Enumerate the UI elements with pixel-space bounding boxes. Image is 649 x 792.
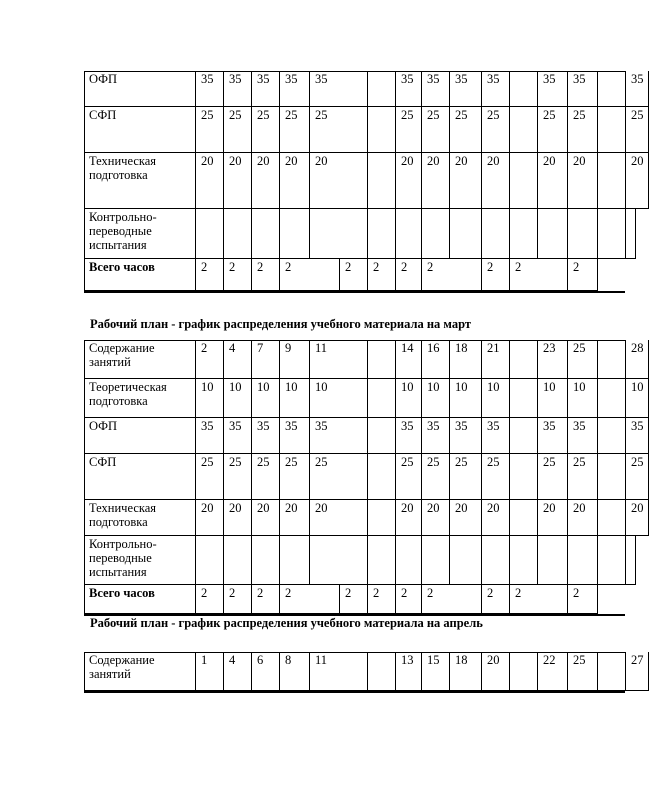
table-cell: 25 (422, 454, 450, 500)
table-cell: 27 (626, 652, 649, 691)
table-cell: 14 (396, 340, 422, 379)
table-cell: 35 (224, 418, 252, 454)
total-hours-cell: 2 (196, 585, 224, 614)
table-cell: 11 (310, 652, 368, 691)
table-cell: 25 (538, 454, 568, 500)
table-cell: 25 (196, 454, 224, 500)
table-cell: 35 (482, 418, 510, 454)
row-label: Теоретическая подготовка (84, 379, 196, 418)
table-cell: 10 (224, 379, 252, 418)
row-label: СФП (84, 107, 196, 153)
table-cell: 10 (450, 379, 482, 418)
table-cell: 20 (280, 153, 310, 209)
table-cell: 25 (252, 107, 280, 153)
table-cell: 20 (626, 500, 649, 536)
total-hours-cell: 2 (510, 259, 568, 291)
total-hours-cell: 2 (422, 259, 482, 291)
total-hours-cell: 2 (396, 259, 422, 291)
row-label: ОФП (84, 71, 196, 107)
table-cell: 20 (482, 652, 510, 691)
table-cell: 25 (396, 107, 422, 153)
total-hours-cell: 2 (252, 259, 280, 291)
table-cell (626, 209, 636, 259)
table-cell: 25 (310, 107, 368, 153)
table-cell: 20 (422, 153, 450, 209)
table-cell: 35 (252, 71, 280, 107)
total-hours-cell: 2 (224, 585, 252, 614)
total-hours-cell: 2 (568, 585, 598, 614)
table-cell: 10 (396, 379, 422, 418)
table-cell: 20 (224, 153, 252, 209)
table-cell: 20 (252, 153, 280, 209)
table-cell: 11 (310, 340, 368, 379)
table-cell: 25 (568, 340, 598, 379)
table-cell: 20 (568, 153, 598, 209)
table-cell: 20 (422, 500, 450, 536)
table-cell: 9 (280, 340, 310, 379)
table-cell: 35 (538, 418, 568, 454)
table-cell: 35 (196, 418, 224, 454)
total-hours-label: Всего часов (84, 259, 196, 291)
table-cell: 20 (450, 500, 482, 536)
table-cell: 8 (280, 652, 310, 691)
table-cell: 20 (196, 153, 224, 209)
total-hours-cell: 2 (224, 259, 252, 291)
table-cell: 25 (482, 454, 510, 500)
table-frame (84, 71, 625, 293)
table-cell: 20 (626, 153, 649, 209)
table-cell: 35 (450, 71, 482, 107)
section-title-march: Рабочий план - график распределения учебного материала на март (90, 317, 472, 331)
table-cell: 22 (538, 652, 568, 691)
table-cell: 20 (196, 500, 224, 536)
table-cell (626, 536, 636, 585)
total-hours-cell: 2 (368, 259, 396, 291)
total-hours-cell: 2 (280, 259, 340, 291)
table-cell: 16 (422, 340, 450, 379)
table-cell: 13 (396, 652, 422, 691)
table-cell: 10 (538, 379, 568, 418)
table-cell: 25 (538, 107, 568, 153)
table-cell: 10 (310, 379, 368, 418)
table-cell: 35 (482, 71, 510, 107)
total-hours-label: Всего часов (84, 585, 196, 614)
table-cell: 20 (280, 500, 310, 536)
table-cell: 35 (280, 71, 310, 107)
table-cell: 20 (224, 500, 252, 536)
table-cell: 23 (538, 340, 568, 379)
table-cell: 35 (396, 71, 422, 107)
table-cell: 35 (626, 418, 649, 454)
table-cell: 25 (280, 107, 310, 153)
total-hours-cell: 2 (280, 585, 340, 614)
table-cell: 4 (224, 652, 252, 691)
table-cell: 20 (310, 153, 368, 209)
table-cell: 25 (626, 454, 649, 500)
table-cell: 25 (568, 454, 598, 500)
table-cell: 15 (422, 652, 450, 691)
table-cell: 35 (224, 71, 252, 107)
table-cell: 25 (224, 454, 252, 500)
table-cell: 35 (450, 418, 482, 454)
table-cell: 2 (196, 340, 224, 379)
table-cell: 10 (626, 379, 649, 418)
table-cell: 25 (422, 107, 450, 153)
row-label: Содержание занятий (84, 652, 196, 691)
table-cell: 10 (280, 379, 310, 418)
table-cell: 20 (396, 500, 422, 536)
table-cell: 35 (396, 418, 422, 454)
table-cell: 25 (626, 107, 649, 153)
table-cell: 25 (252, 454, 280, 500)
row-label: СФП (84, 454, 196, 500)
total-hours-cell: 2 (196, 259, 224, 291)
table-cell: 20 (568, 500, 598, 536)
total-hours-cell: 2 (340, 259, 368, 291)
table-cell: 20 (482, 153, 510, 209)
table-cell: 35 (280, 418, 310, 454)
row-label: Содержание занятий (84, 340, 196, 379)
table-cell: 21 (482, 340, 510, 379)
row-label: Техническая подготовка (84, 153, 196, 209)
table-cell: 4 (224, 340, 252, 379)
row-label: Контрольно-переводные испытания (84, 209, 196, 259)
table-cell: 10 (196, 379, 224, 418)
table-cell: 35 (310, 418, 368, 454)
total-hours-cell: 2 (422, 585, 482, 614)
table-cell: 35 (422, 418, 450, 454)
total-hours-cell: 2 (368, 585, 396, 614)
table-cell: 20 (450, 153, 482, 209)
table-cell: 7 (252, 340, 280, 379)
table-cell: 1 (196, 652, 224, 691)
table-cell: 25 (196, 107, 224, 153)
section-title-april: Рабочий план - график распределения учебного материала на апрель (90, 616, 483, 630)
table-cell: 10 (422, 379, 450, 418)
table-cell: 28 (626, 340, 649, 379)
table-cell: 20 (482, 500, 510, 536)
table-frame (84, 652, 625, 693)
table-cell: 25 (482, 107, 510, 153)
total-hours-cell: 2 (510, 585, 568, 614)
table-cell: 35 (422, 71, 450, 107)
total-hours-cell: 2 (396, 585, 422, 614)
table-cell: 35 (568, 418, 598, 454)
total-hours-cell: 2 (252, 585, 280, 614)
table-cell: 35 (196, 71, 224, 107)
table-cell: 10 (568, 379, 598, 418)
table-cell: 25 (280, 454, 310, 500)
table-cell: 20 (538, 153, 568, 209)
table-cell: 25 (310, 454, 368, 500)
table-cell: 20 (310, 500, 368, 536)
table-cell: 35 (538, 71, 568, 107)
table-cell: 35 (626, 71, 649, 107)
table-cell: 20 (252, 500, 280, 536)
total-hours-cell: 2 (482, 259, 510, 291)
table-cell: 20 (538, 500, 568, 536)
table-cell: 25 (450, 107, 482, 153)
table-cell: 25 (568, 107, 598, 153)
row-label: Контрольно-переводные испытания (84, 536, 196, 585)
row-label: ОФП (84, 418, 196, 454)
table-cell: 35 (568, 71, 598, 107)
table-cell: 18 (450, 652, 482, 691)
table-cell: 35 (252, 418, 280, 454)
table-cell: 20 (396, 153, 422, 209)
total-hours-cell: 2 (568, 259, 598, 291)
table-cell: 25 (450, 454, 482, 500)
table-cell: 18 (450, 340, 482, 379)
total-hours-cell: 2 (482, 585, 510, 614)
table-cell: 10 (252, 379, 280, 418)
table-cell: 25 (396, 454, 422, 500)
table-frame (84, 340, 625, 616)
table-cell: 6 (252, 652, 280, 691)
row-label: Техническая подготовка (84, 500, 196, 536)
table-cell: 10 (482, 379, 510, 418)
table-cell: 25 (568, 652, 598, 691)
total-hours-cell: 2 (340, 585, 368, 614)
table-cell: 25 (224, 107, 252, 153)
table-cell: 35 (310, 71, 368, 107)
